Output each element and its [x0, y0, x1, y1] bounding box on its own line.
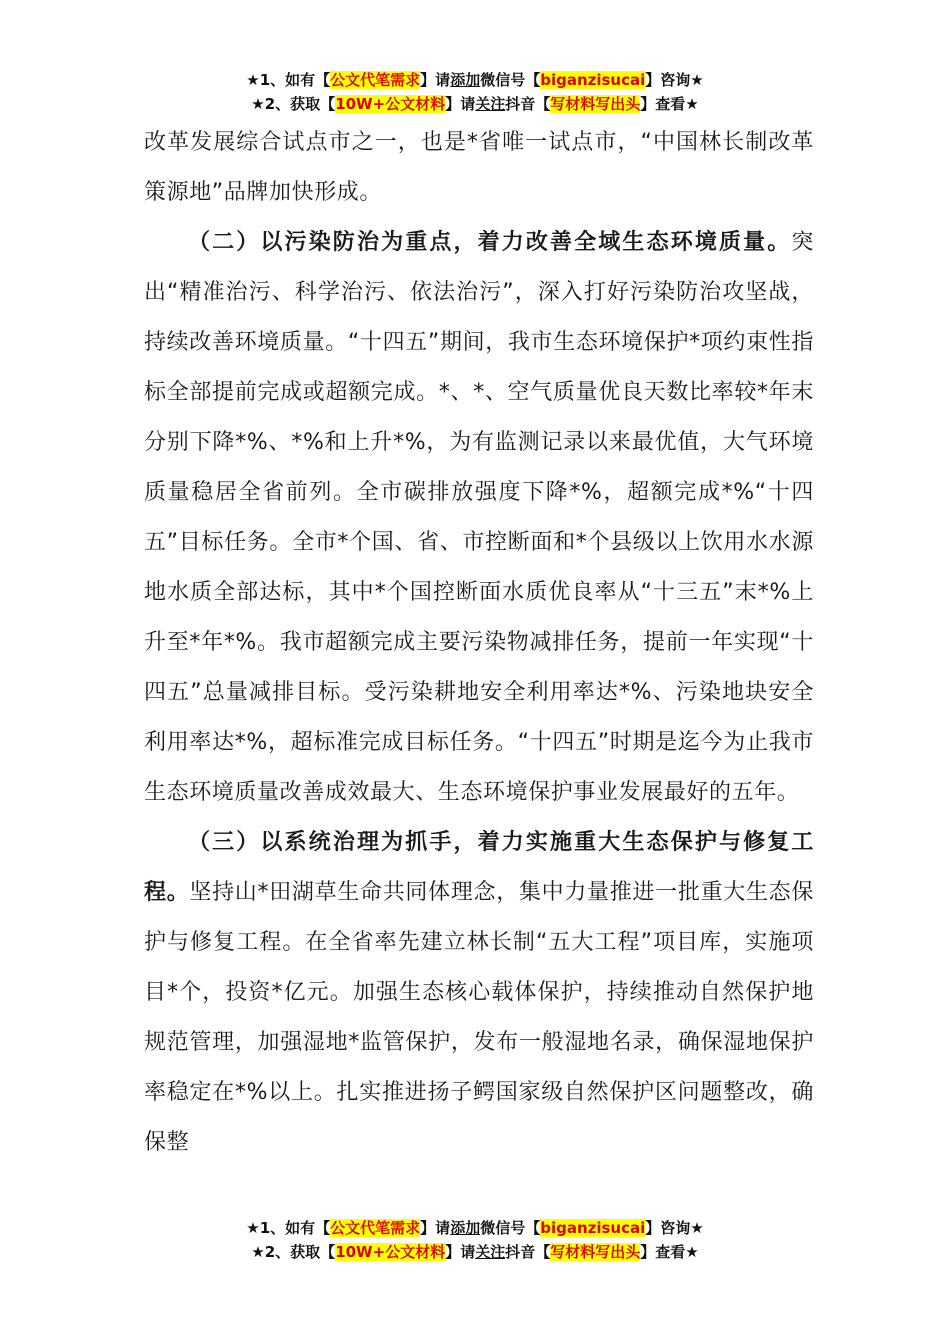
banner-underlined-text: 添加	[450, 1219, 481, 1237]
document-body	[144, 118, 814, 1168]
footer-banner	[0, 1216, 950, 1264]
banner-text: 微信号【	[480, 1219, 541, 1237]
banner-text: 】咨询★	[645, 1219, 704, 1237]
highlight-wechat-id: biganzisucai	[540, 71, 646, 89]
banner-text: ★2、获取【	[251, 1243, 336, 1261]
banner-text: ★1、如有【	[246, 1219, 331, 1237]
banner-text: 微信号【	[480, 71, 541, 89]
highlight-service: 公文代笔需求	[330, 71, 421, 89]
banner-line-2	[0, 1240, 950, 1264]
section-body: 突出“精准治污、科学治污、依法治污”，深入打好污染防治攻坚战，持续改善环境质量。“十四五”期间，我市生态环境保护*项约束性指标全部提前完成或超额完成。*、*、空气质量优良天数比率较*年末分别下降*%、*%和上升*%，为有监测记录以来最优值，大气环境质量稳居全省前列。全市碳排放强度下降*%，超额完成*%“十四五”目标任务。全市*个国、省、市控断面和*个县级以上饮用水水源地水质全部达标，其中*个国控断面水质优良率从“十三五”末*%上升至*年*%。我市超额完成主要污染物减排任务，提前一年实现“十四五”总量减排目标。受污染耕地安全利用率达*%、污染地块安全利用率达*%，超标准完成目标任务。“十四五”时期是迄今为止我市生态环境质量改善成效最大、生态环境保护事业发展最好的五年。	[144, 230, 814, 805]
highlight-douyin-account: 写材料写出头	[550, 95, 641, 113]
banner-line-1	[0, 68, 950, 92]
section-heading: （三）以系统治理为抓手，着力实施重大生态保护与修复工程。	[144, 830, 814, 905]
banner-text: 】查看★	[640, 1243, 699, 1261]
banner-underlined-text: 添加	[450, 71, 481, 89]
banner-text: 】请	[420, 71, 451, 89]
highlight-service: 公文代笔需求	[330, 1219, 421, 1237]
banner-underlined-text: 关注	[475, 1243, 506, 1261]
paragraph-pollution-control	[144, 218, 814, 818]
banner-text: 】请	[445, 1243, 476, 1261]
banner-underlined-text: 关注	[475, 95, 506, 113]
banner-text: 】咨询★	[645, 71, 704, 89]
highlight-douyin-account: 写材料写出头	[550, 1243, 641, 1261]
highlight-materials: 10W+公文材料	[335, 95, 446, 113]
banner-text: ★2、获取【	[251, 95, 336, 113]
banner-line-1	[0, 1216, 950, 1240]
section-body: 坚持山*田湖草生命共同体理念，集中力量推进一批重大生态保护与修复工程。在全省率先建立林长制“五大工程”项目库，实施项目*个，投资*亿元。加强生态核心载体保护，持续推动自然保护地规范管理，加强湿地*监管保护，发布一般湿地名录，确保湿地保护率稳定在*%以上。扎实推进扬子鳄国家级自然保护区问题整改，确保整	[144, 880, 814, 1155]
banner-text: 】查看★	[640, 95, 699, 113]
banner-line-2	[0, 92, 950, 116]
highlight-wechat-id: biganzisucai	[540, 1219, 646, 1237]
highlight-materials: 10W+公文材料	[335, 1243, 446, 1261]
header-banner	[0, 68, 950, 116]
banner-text: ★1、如有【	[246, 71, 331, 89]
banner-text: 】请	[420, 1219, 451, 1237]
banner-text: 抖音【	[505, 1243, 551, 1261]
banner-text: 】请	[445, 95, 476, 113]
section-heading: （二）以污染防治为重点，着力改善全域生态环境质量。	[188, 230, 792, 255]
paragraph-ecological-restoration	[144, 818, 814, 1168]
paragraph-continuation: 改革发展综合试点市之一，也是*省唯一试点市，“中国林长制改革策源地”品牌加快形成。	[144, 130, 814, 205]
banner-text: 抖音【	[505, 95, 551, 113]
